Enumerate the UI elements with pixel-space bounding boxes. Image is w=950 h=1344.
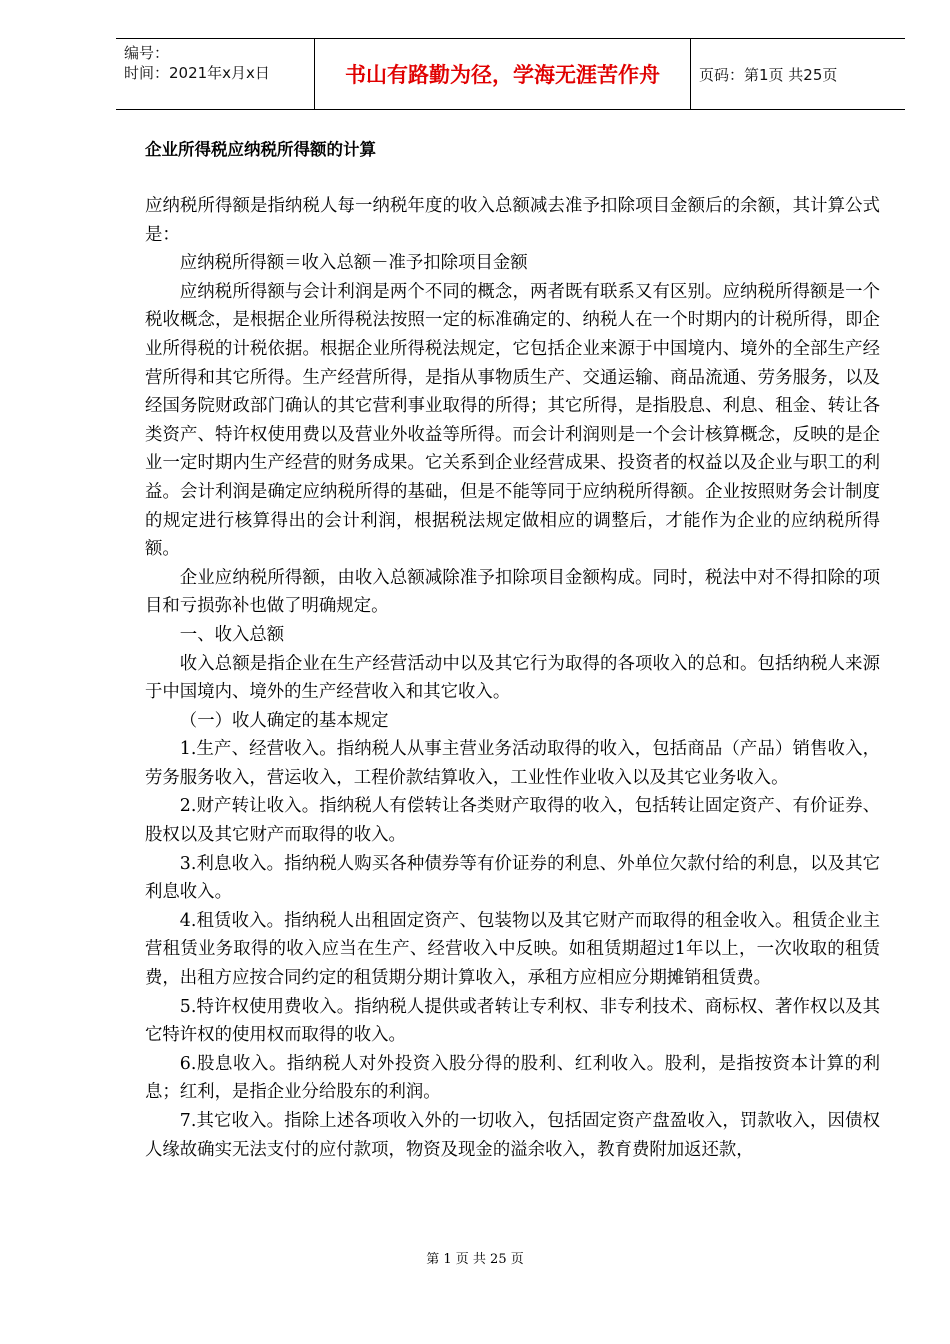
section-heading: 一、收入总额: [179, 624, 285, 645]
list-item: 4.租赁收入。指纳税人出租固定资产、包装物以及其它财产而取得的租金收入。租赁企业主营租赁业务取得的收入应当在生产、经营收入中反映。如租赁期超过1年以上，一次收取的租赁费，出租方应按合同约定的租赁期分期计算收入，承租方应相应分期摊销租赁费。: [145, 910, 880, 989]
paragraph: 收入总额是指企业在生产经营活动中以及其它行为取得的各项收入的总和。包括纳税人来源于中国境内、境外的生产经营收入和其它收入。: [145, 653, 880, 703]
page-footer: 第 1 页 共 25 页: [426, 1252, 524, 1267]
time-label: 时间：2021年x月x日: [124, 64, 270, 82]
number-label: 编号：: [124, 44, 170, 62]
paragraph: 应纳税所得额＝收入总额－准予扣除项目金额: [179, 253, 528, 274]
document-body: [145, 192, 880, 1164]
header-meta-cell: [116, 39, 314, 109]
list-item: 5.特许权使用费收入。指纳税人提供或者转让专利权、非专利技术、商标权、著作权以及其它特许权的使用权而取得的收入。: [145, 996, 880, 1046]
header-table: [116, 38, 905, 110]
list-item: 1.生产、经营收入。指纳税人从事主营业务活动取得的收入，包括商品（产品）销售收入，劳务服务收入，营运收入，工程价款结算收入，工业性作业收入以及其它业务收入。: [145, 739, 880, 788]
header-page-label: 页码：第1页 共25页: [699, 65, 838, 84]
subsection-heading: （一）收人确定的基本规定: [179, 710, 389, 731]
header-motto: 书山有路勤为径，学海无涯苦作舟: [314, 39, 691, 109]
list-item: 2.财产转让收入。指纳税人有偿转让各类财产取得的收入，包括转让固定资产、有价证券、股权以及其它财产而取得的收入。: [145, 796, 880, 846]
list-item: 3.利息收入。指纳税人购买各种债券等有价证券的利息、外单位欠款付给的利息，以及其它利息收入。: [145, 853, 880, 903]
paragraph: 企业应纳税所得额，由收入总额减除准予扣除项目金额构成。同时，税法中对不得扣除的项目和亏损弥补也做了明确规定。: [145, 567, 880, 617]
document-title: 企业所得税应纳税所得额的计算: [145, 140, 376, 159]
list-item: 6.股息收入。指纳税人对外投资入股分得的股利、红利收入。股利，是指按资本计算的利息；红利，是指企业分给股东的利润。: [145, 1053, 880, 1103]
paragraph: 应纳税所得额与会计利润是两个不同的概念，两者既有联系又有区别。应纳税所得额是一个税收概念，是根据企业所得税法按照一定的标准确定的、纳税人在一个时期内的计税所得，即企业所得税的计税依据。根据企业所得税法规定，它包括企业来源于中国境内、境外的全部生产经营所得和其它所得。生产经营所得，是指从事物质生产、交通运输、商品流通、劳务服务，以及经国务院财政部门确认的其它营利事业取得的所得；其它所得，是指股息、利息、租金、转让各类资产、特许权使用费以及营业外收益等所得。而会计利润则是一个会计核算概念，反映的是企业一定时期内生产经营的财务成果。它关系到企业经营成果、投资者的权益以及企业与职工的利益。会计利润是确定应纳税所得的基础，但是不能等同于应纳税所得额。企业按照财务会计制度的规定进行核算得出的会计利润，根据税法规定做相应的调整后，才能作为企业的应纳税所得额。: [145, 281, 880, 560]
paragraph: 应纳税所得额是指纳税人每一纳税年度的收入总额减去准予扣除项目金额后的余额，其计算公式是：: [145, 196, 880, 245]
list-item: 7.其它收入。指除上述各项收入外的一切收入，包括固定资产盘盈收入，罚款收入，因债权人缘故确实无法支付的应付款项，物资及现金的溢余收入，教育费附加返还款，: [145, 1111, 880, 1160]
